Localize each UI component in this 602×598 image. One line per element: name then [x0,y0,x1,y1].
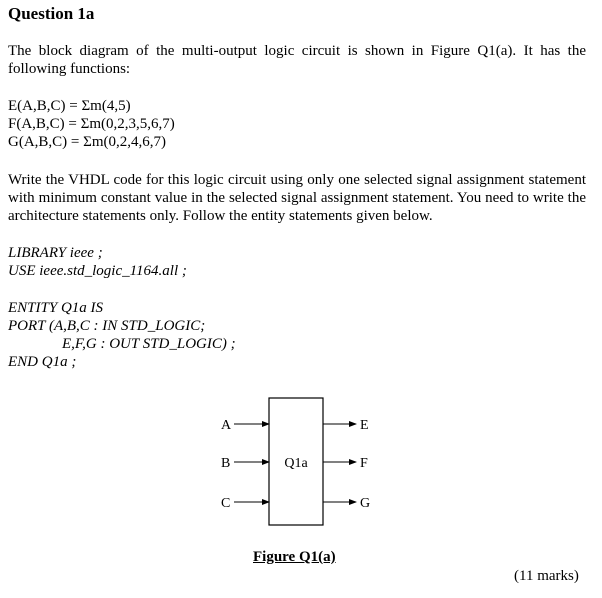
function-f: F(A,B,C) = Σm(0,2,3,5,6,7) [8,116,175,132]
function-e: E(A,B,C) = Σm(4,5) [8,98,131,114]
question-title: Question 1a [8,4,95,23]
figure-caption: Figure Q1(a) [253,549,336,565]
output-f-label: F [360,456,368,471]
code-port-in: PORT (A,B,C : IN STD_LOGIC; [8,318,206,334]
input-a-label: A [221,418,232,433]
code-library: LIBRARY ieee ; [8,245,103,261]
block-label: Q1a [284,456,308,471]
block-diagram [210,395,390,535]
input-c-label: C [221,496,231,511]
function-g: G(A,B,C) = Σm(0,2,4,6,7) [8,134,167,150]
output-g-label: G [360,496,371,511]
code-entity: ENTITY Q1a IS [8,300,104,316]
code-port-out: E,F,G : OUT STD_LOGIC) ; [62,336,236,352]
output-e-label: E [360,418,369,433]
input-b-label: B [221,456,231,471]
intro-paragraph: The block diagram of the multi-output logic circuit is shown in Figure Q1(a). It has the following functions: [8,43,586,77]
instructions-paragraph: Write the VHDL code for this logic circuit using only one selected signal assignment statement with minimum constant value in the selected signal assignment statement. You need to write the architecture statements only. Follow the entity statements given below. [8,172,586,224]
code-end: END Q1a ; [8,354,77,370]
marks-label: (11 marks) [514,568,579,584]
code-use: USE ieee.std_logic_1164.all ; [8,263,187,279]
